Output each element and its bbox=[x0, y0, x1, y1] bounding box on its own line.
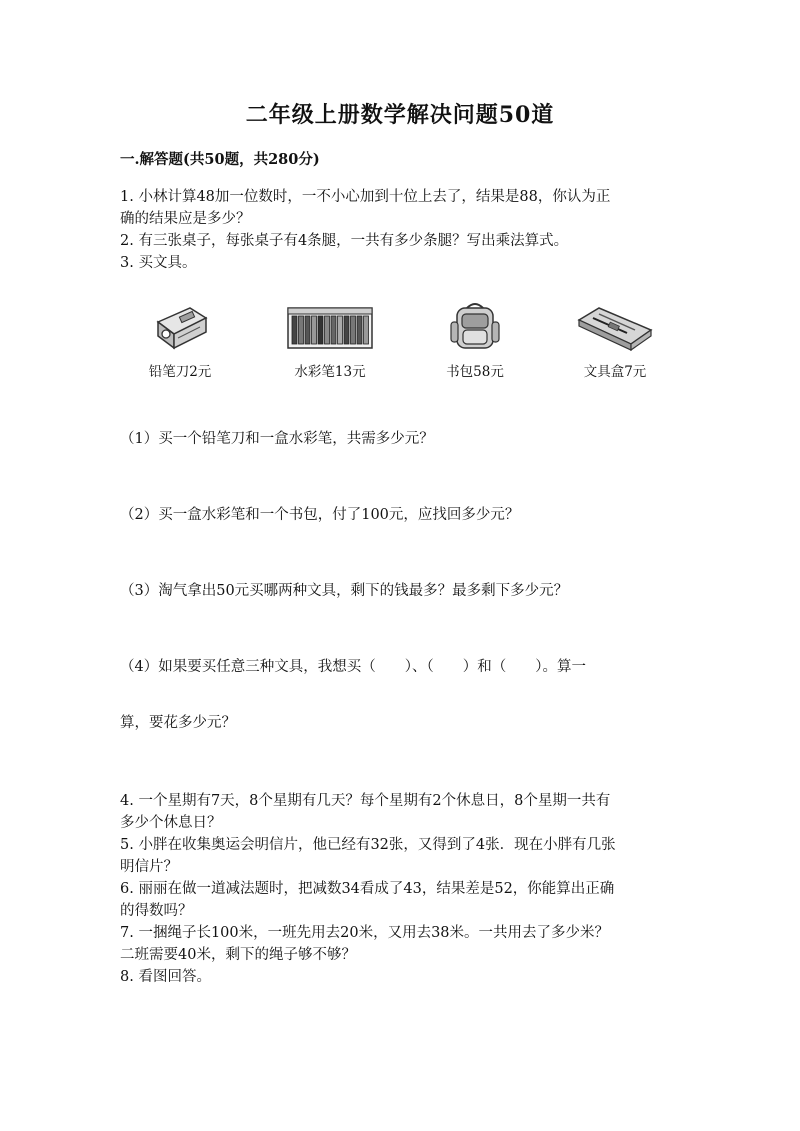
stationery-row bbox=[120, 300, 680, 390]
goods-label: 水彩笔13元 bbox=[294, 364, 366, 380]
pencil-sharpener-icon bbox=[150, 300, 210, 352]
goods-item-pencil-case bbox=[555, 300, 675, 390]
subquestion-3: （3）淘气拿出50元买哪两种文具，剩下的钱最多？最多剩下多少元？ bbox=[120, 583, 569, 599]
question-line: 多少个休息日？ bbox=[120, 815, 222, 831]
goods-label: 书包58元 bbox=[446, 364, 504, 380]
question-line: 1. 小林计算48加一位数时，一不小心加到十位上去了，结果是88，你认为正 bbox=[120, 189, 611, 205]
goods-item-schoolbag bbox=[415, 300, 535, 390]
question-line: 3. 买文具。 bbox=[120, 255, 197, 271]
question-line: 确的结果应是多少？ bbox=[120, 211, 251, 227]
question-line: 明信片？ bbox=[120, 859, 178, 875]
question-line: 5. 小胖在收集奥运会明信片，他已经有32张，又得到了4张．现在小胖有几张 bbox=[120, 837, 616, 853]
question-line: 的得数吗？ bbox=[120, 903, 193, 919]
goods-label: 文具盒7元 bbox=[583, 364, 647, 380]
question-list-bottom bbox=[120, 790, 680, 988]
question-line: 6. 丽丽在做一道减法题时，把减数34看成了43，结果差是52，你能算出正确 bbox=[120, 881, 615, 897]
page-title: 二年级上册数学解决问题50道 bbox=[245, 102, 555, 128]
question-line: 8. 看图回答。 bbox=[120, 969, 211, 985]
question-line: 7. 一捆绳子长100米，一班先用去20米，又用去38米。一共用去了多少米？ bbox=[120, 925, 610, 941]
question-line: 4. 一个星期有7天，8个星期有几天？每个星期有2个休息日，8个星期一共有 bbox=[120, 793, 611, 809]
subquestion-2: （2）买一盒水彩笔和一个书包，付了100元，应找回多少元？ bbox=[120, 507, 520, 523]
goods-item-sharpener bbox=[120, 300, 240, 390]
question-list-top bbox=[120, 186, 680, 274]
goods-label: 铅笔刀2元 bbox=[148, 364, 212, 380]
section-heading: 一.解答题(共50题，共280分) bbox=[120, 151, 320, 168]
watercolor-pens-icon bbox=[285, 300, 375, 352]
schoolbag-icon bbox=[445, 300, 505, 352]
subquestion-4: （4）如果要买任意三种文具，我想买（ ）、（ ）和（ ）。算一 bbox=[120, 659, 586, 675]
pencil-case-icon bbox=[575, 300, 655, 352]
goods-item-watercolor bbox=[270, 300, 390, 390]
question-line: 2. 有三张桌子，每张桌子有4条腿，一共有多少条腿？写出乘法算式。 bbox=[120, 233, 569, 249]
question-line: 二班需要40米，剩下的绳子够不够？ bbox=[120, 947, 356, 963]
subquestion-4-cont: 算，要花多少元？ bbox=[120, 715, 236, 731]
subquestion-1: （1）买一个铅笔刀和一盒水彩笔，共需多少元？ bbox=[120, 431, 434, 447]
